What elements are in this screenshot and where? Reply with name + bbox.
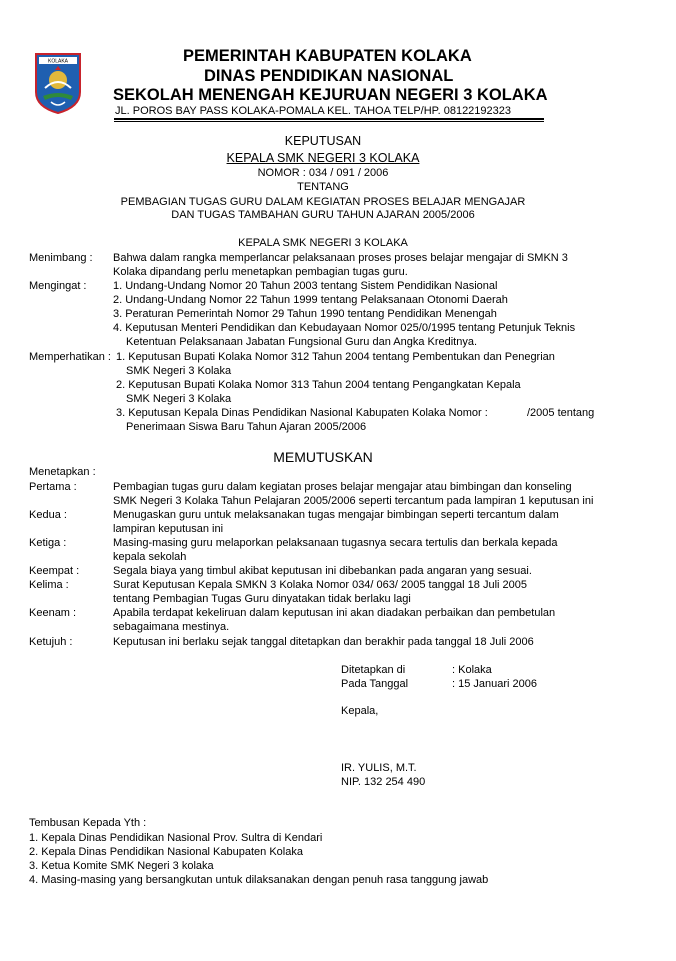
mengingat-item-1: 1. Undang-Undang Nomor 20 Tahun 2003 tentang Sistem Pendidikan Nasional bbox=[113, 280, 498, 292]
tembusan-item: 1. Kepala Dinas Pendidikan Nasional Prov. Sultra di Kendari bbox=[29, 832, 323, 844]
kedua-line1: Menugaskan guru untuk melaksanakan tugas mengajar bimbingan seperti tercantum dalam bbox=[113, 509, 559, 521]
keenam-label: Keenam : bbox=[29, 607, 77, 619]
kelima-line2: tentang Pembagian Tugas Guru dinyatakan tidak berlaku lagi bbox=[113, 593, 411, 605]
ditetapkan-label: Ditetapkan di bbox=[341, 664, 406, 676]
tembusan-item: 4. Masing-masing yang bersangkutan untuk dilaksanakan dengan penuh rasa tanggung jawab bbox=[29, 874, 489, 886]
header-school: SEKOLAH MENENGAH KEJURUAN NEGERI 3 KOLAKA bbox=[113, 86, 548, 104]
menimbang-line2: Kolaka dipandang perlu menetapkan pembagian tugas guru. bbox=[113, 266, 408, 278]
kedua-line2: lampiran keputusan ini bbox=[113, 523, 224, 535]
decree-subject-line1: PEMBAGIAN TUGAS GURU DALAM KEGIATAN PROSES BELAJAR MENGAJAR bbox=[120, 196, 526, 208]
tanggal-label: Pada Tanggal bbox=[341, 678, 409, 690]
menimbang-label: Menimbang : bbox=[29, 252, 93, 264]
ketiga-label: Ketiga : bbox=[29, 537, 67, 549]
decree-number: NOMOR : 034 / 091 / 2006 bbox=[257, 167, 389, 179]
tembusan-title: Tembusan Kepada Yth : bbox=[29, 817, 147, 829]
ditetapkan-value: : Kolaka bbox=[452, 664, 492, 676]
kedua-label: Kedua : bbox=[29, 509, 67, 521]
tembusan-item: 3. Ketua Komite SMK Negeri 3 kolaka bbox=[29, 860, 214, 872]
signer-nip: NIP. 132 254 490 bbox=[341, 776, 426, 788]
keenam-line2: sebagaimana mestinya. bbox=[113, 621, 230, 633]
emblem-text: KOLAKA bbox=[47, 58, 69, 65]
kelima-label: Kelima : bbox=[29, 579, 69, 591]
mengingat-item-4-cont: Ketentuan Pelaksanaan Jabatan Fungsional Guru dan Angka Kreditnya. bbox=[126, 336, 478, 348]
memperhatikan-label: Memperhatikan : bbox=[29, 351, 111, 363]
ketujuh-line1: Keputusan ini berlaku sejak tanggal ditetapkan dan berakhir pada tanggal 18 Juli 2006 bbox=[113, 636, 534, 648]
signer-name: IR. YULIS, M.T. bbox=[341, 762, 417, 774]
decree-issuer-repeat: KEPALA SMK NEGERI 3 KOLAKA bbox=[238, 237, 408, 249]
memperhatikan-item-3-tail: /2005 tentang bbox=[527, 407, 595, 419]
tembusan-item: 2. Kepala Dinas Pendidikan Nasional Kabupaten Kolaka bbox=[29, 846, 303, 858]
header-rule-thin bbox=[114, 121, 544, 122]
memperhatikan-item-3-cont: Penerimaan Siswa Baru Tahun Ajaran 2005/2006 bbox=[126, 421, 367, 433]
pertama-label: Pertama : bbox=[29, 481, 77, 493]
keenam-line1: Apabila terdapat kekeliruan dalam keputusan ini akan diadakan perbaikan dan pembetulan bbox=[113, 607, 556, 619]
mengingat-item-2: 2. Undang-Undang Nomor 22 Tahun 1999 tentang Pelaksanaan Otonomi Daerah bbox=[113, 294, 508, 306]
decree-about: TENTANG bbox=[297, 181, 349, 193]
signer-title: Kepala, bbox=[341, 705, 379, 717]
mengingat-item-4: 4. Keputusan Menteri Pendidikan dan Kebudayaan Nomor 025/0/1995 tentang Petunjuk Teknis bbox=[113, 322, 576, 334]
memperhatikan-item-2-cont: SMK Negeri 3 Kolaka bbox=[126, 393, 232, 405]
regency-emblem-logo bbox=[33, 52, 83, 114]
decree-issuer: KEPALA SMK NEGERI 3 KOLAKA bbox=[226, 151, 420, 165]
mengingat-label: Mengingat : bbox=[29, 280, 87, 292]
keempat-label: Keempat : bbox=[29, 565, 80, 577]
header-rule bbox=[114, 118, 544, 120]
pertama-line2: SMK Negeri 3 Kolaka Tahun Pelajaran 2005/2006 seperti tercantum pada lampiran 1 keputusan ini bbox=[113, 495, 594, 507]
ketiga-line2: kepala sekolah bbox=[113, 551, 187, 563]
header-government: PEMERINTAH KABUPATEN KOLAKA bbox=[183, 47, 472, 65]
tanggal-value: : 15 Januari 2006 bbox=[452, 678, 538, 690]
kelima-line1: Surat Keputusan Kepala SMKN 3 Kolaka Nomor 034/ 063/ 2005 tanggal 18 Juli 2005 bbox=[113, 579, 527, 591]
pertama-line1: Pembagian tugas guru dalam kegiatan proses belajar mengajar atau bimbingan dan konseling bbox=[113, 481, 572, 493]
memperhatikan-item-3: 3. Keputusan Kepala Dinas Pendidikan Nasional Kabupaten Kolaka Nomor : bbox=[116, 407, 488, 419]
memperhatikan-item-1-cont: SMK Negeri 3 Kolaka bbox=[126, 365, 232, 377]
decree-title: KEPUTUSAN bbox=[284, 134, 362, 148]
mengingat-item-3: 3. Peraturan Pemerintah Nomor 29 Tahun 1990 tentang Pendidikan Menengah bbox=[113, 308, 497, 320]
ketiga-line1: Masing-masing guru melaporkan pelaksanaan tugasnya secara tertulis dan berkala kepada bbox=[113, 537, 558, 549]
memutuskan-heading: MEMUTUSKAN bbox=[273, 449, 373, 465]
menetapkan-label: Menetapkan : bbox=[29, 466, 96, 478]
menimbang-line1: Bahwa dalam rangka memperlancar pelaksanaan proses proses belajar mengajar di SMKN 3 bbox=[113, 252, 568, 264]
keempat-line1: Segala biaya yang timbul akibat keputusan ini dibebankan pada angaran yang sesuai. bbox=[113, 565, 532, 577]
header-address: JL. POROS BAY PASS KOLAKA-POMALA KEL. TAHOA TELP/HP. 08122192323 bbox=[115, 105, 512, 117]
header-department: DINAS PENDIDIKAN NASIONAL bbox=[204, 67, 454, 85]
decree-subject-line2: DAN TUGAS TAMBAHAN GURU TAHUN AJARAN 2005/2006 bbox=[171, 209, 475, 221]
memperhatikan-item-2: 2. Keputusan Bupati Kolaka Nomor 313 Tahun 2004 tentang Pengangkatan Kepala bbox=[116, 379, 521, 391]
ketujuh-label: Ketujuh : bbox=[29, 636, 73, 648]
memperhatikan-item-1: 1. Keputusan Bupati Kolaka Nomor 312 Tahun 2004 tentang Pembentukan dan Penegrian bbox=[116, 351, 555, 363]
